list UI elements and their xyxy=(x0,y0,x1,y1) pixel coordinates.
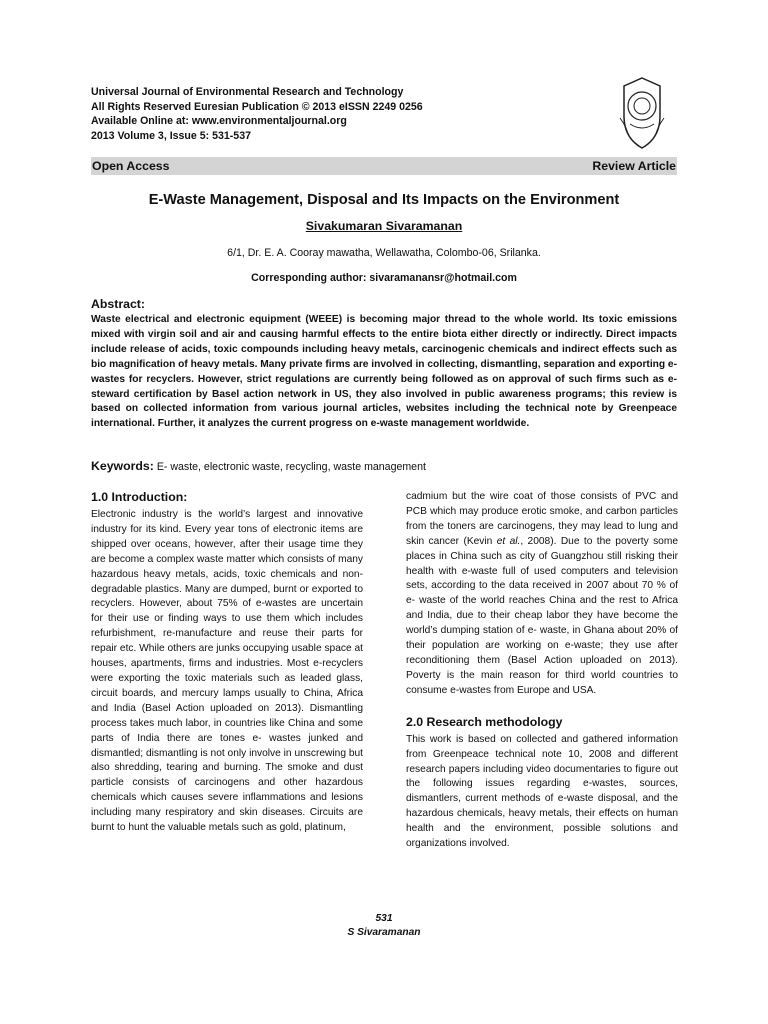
right-column xyxy=(406,490,678,852)
methodology-heading: 2.0 Research methodology xyxy=(406,714,563,729)
review-article-label: Review Article xyxy=(592,159,676,173)
left-column xyxy=(91,490,363,836)
author-name: Sivakumaran Sivaramanan xyxy=(305,219,463,233)
journal-website: Available Online at: www.environmentaljournal.org xyxy=(91,115,347,127)
methodology-text: This work is based on collected and gathered information from Greenpeace technical note 10, 2008 and different research papers including video documentaries to figure out the following issues regarding e-wastes, sources, dismantlers, current methods of e-waste disposal, and the hazardous chemicals, heavy metals, their effects on human health and the environment, possible solutions and organizations involved. xyxy=(406,733,678,850)
journal-rights: All Rights Reserved Euresian Publication © 2013 eISSN 2249 0256 xyxy=(91,100,423,113)
access-type-bar xyxy=(91,157,677,175)
open-access-label: Open Access xyxy=(92,159,170,173)
journal-seal-logo xyxy=(616,76,668,150)
author-address: 6/1, Dr. E. A. Cooray mawatha, Wellawatha, Colombo-06, Srilanka. xyxy=(227,247,541,259)
introduction-continued-a: cadmium but the wire coat of those consists of PVC and PCB which may produce erotic smoke, and carbon particles from the toners are carcinogens, they may lead to lung and skin cancer (Kevin xyxy=(406,491,678,547)
keywords-text: E- waste, electronic waste, recycling, waste management xyxy=(156,461,426,473)
page-number: 531 xyxy=(375,913,393,924)
footer-author: S Sivaramanan xyxy=(347,927,421,938)
page-footer xyxy=(91,912,677,940)
et-al-citation: et al. xyxy=(496,535,521,547)
introduction-heading: 1.0 Introduction: xyxy=(91,490,188,504)
abstract-text: Waste electrical and electronic equipment (WEEE) is becoming major thread to the whole world. Its toxic emissions mixed with virgin soil and air and causing harmful effects to the entire biota either directly or indirectly. Direct impacts include release of acids, toxic compounds including heavy metals, carcinogenic chemicals and indirect effects such as bio magnification of heavy metals. Many private firms are involved in collecting, dismantling, separation and exporting e-wastes for recyclers. However, strict regulations are currently being followed as on approval of such firms such as e-steward certification by Basel action network in US, they also involved in public awareness programs; this review is based on collected information from various journal articles, websites including the technical note by Greenpeace international. Further, it analyzes the current progress on e-waste management worldwide. xyxy=(91,314,677,430)
corresponding-author: Corresponding author: sivaramanansr@hotmail.com xyxy=(251,272,517,284)
journal-volume: 2013 Volume 3, Issue 5: 531-537 xyxy=(91,129,251,142)
abstract-heading: Abstract: xyxy=(91,297,145,311)
author-line xyxy=(91,219,677,233)
introduction-continued-b: , 2008). Due to the poverty some places in China such as city of Guangzhou still risking their health with e-waste full of used computers and television sets, according to the data received in 2007 about 70 % of e- waste of the world reaches China and the rest to Africa and India, due to their cheap labor they have become the world’s dumping station of e- waste, in Ghana about 20% of their population are working on e-waste; they use after reconditioning them (Basel Action uploaded on 2013). Poverty is the main reason for third world countries to consume e-wastes from Europe and USA. xyxy=(406,535,678,696)
article-title: E-Waste Management, Disposal and Its Impacts on the Environment xyxy=(148,192,620,208)
introduction-text: Electronic industry is the world’s largest and innovative industry for its kind. Every year tons of electronic items are shipped over oceans, however, after their usage time they are become a complex waste matter which consists of many hazardous heavy metals, acids, toxic chemicals and non-degradable plastics. Many are dumped, burnt or exported to recyclers. However, about 75% of e-wastes are uncertain for their use or finding ways to use them which includes refurbishment, re-manufacture and reuse their parts for repair etc. While others are junks occupying usable space at houses, apartments, firms and industries. Most e-recyclers were exporting the toxic materials such as leaded glass, circuit boards, and mercury lamps usually to China, Africa and India (Basel Action uploaded on 2013). Dismantling process takes much labor, in countries like China and some parts of India there are tones e- wastes junked and dismantled; dismantling is not only involve in unscrewing but also shredding, tearing and burning. The smoke and dust particle consists of carcinogens and other hazardous chemicals which causes severe inflammations and lesions including many respiratory and skin diseases. Circuits are burnt to hunt the valuable metals such as gold, platinum, xyxy=(91,509,363,834)
journal-name: Universal Journal of Environmental Research and Technology xyxy=(91,86,404,98)
keywords-label: Keywords: xyxy=(91,459,154,473)
journal-header xyxy=(91,85,571,143)
keywords-line xyxy=(91,459,677,473)
introduction-continued xyxy=(406,490,678,699)
